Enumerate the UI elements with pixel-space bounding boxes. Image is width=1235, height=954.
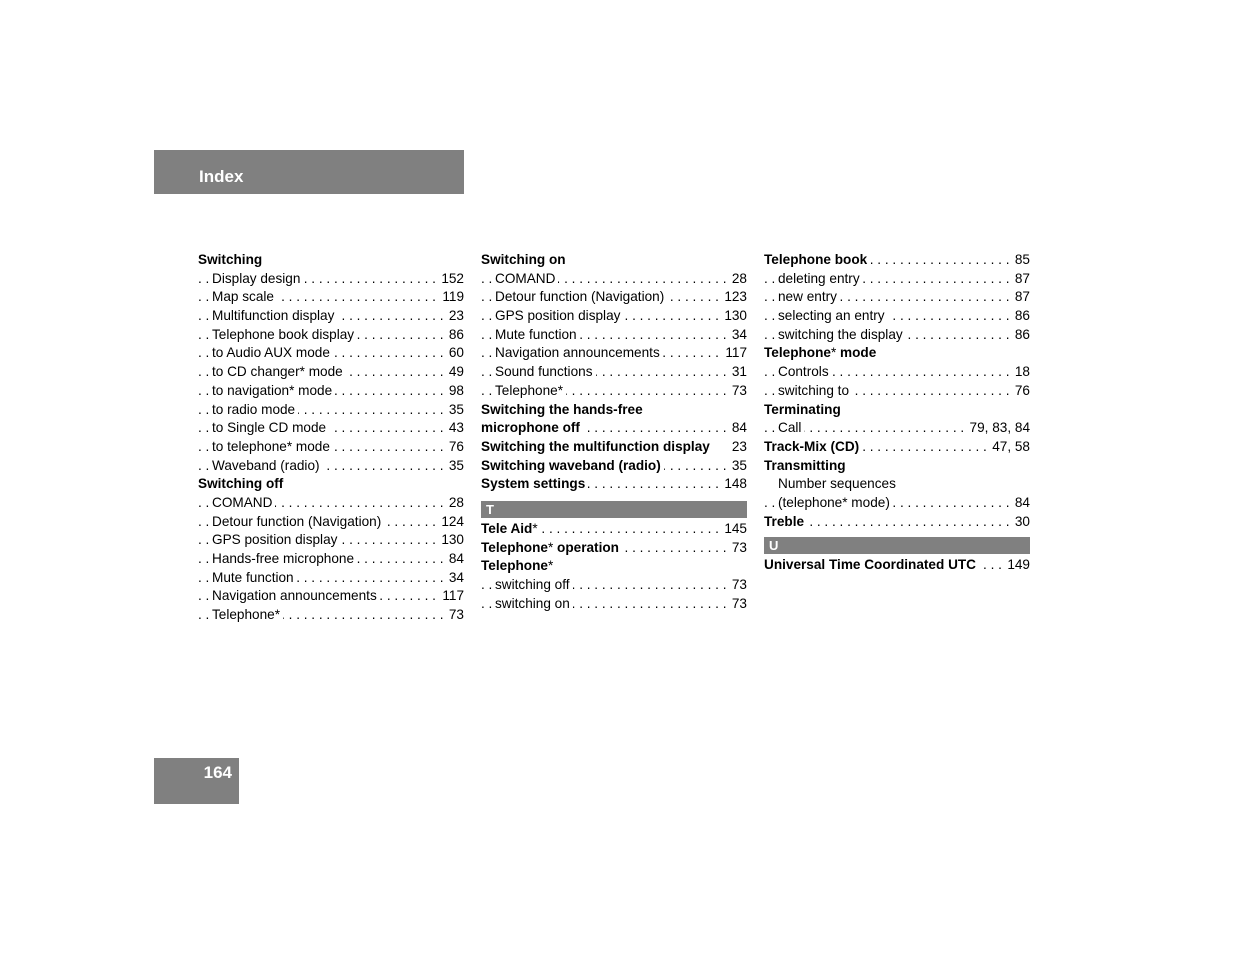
- page-title: Index: [199, 167, 244, 186]
- page-reference: 117: [722, 344, 747, 363]
- entry-term: Detour function (Navigation): [495, 289, 667, 304]
- index-entry-main: [481, 438, 747, 457]
- entry-term: to navigation* mode: [212, 383, 335, 398]
- page-reference: 60: [446, 344, 464, 363]
- index-subentry: [481, 363, 747, 382]
- page-reference: 76: [446, 438, 464, 457]
- page-reference: 117: [439, 587, 464, 606]
- entry-term: deleting entry: [778, 271, 863, 286]
- index-subentry: [481, 270, 747, 289]
- index-column-1: [198, 251, 464, 625]
- index-subentry: [481, 326, 747, 345]
- page-reference: 18: [1012, 363, 1030, 382]
- index-entry-main: [764, 251, 1030, 270]
- index-subentry: [198, 419, 464, 438]
- entry-term: Terminating: [764, 402, 844, 417]
- page-reference: 87: [1012, 288, 1030, 307]
- page-reference: 130: [721, 307, 747, 326]
- entry-term: COMAND: [212, 495, 275, 510]
- entry-term: switching the display: [778, 327, 906, 342]
- entry-term: Transmitting: [764, 458, 849, 473]
- index-subentry: [481, 288, 747, 307]
- entry-term: selecting an entry: [778, 308, 888, 323]
- index-subentry: [481, 382, 747, 401]
- index-subentry: [764, 494, 1030, 513]
- index-subentry: [198, 606, 464, 625]
- index-column-2: [481, 251, 747, 613]
- index-subentry: [198, 587, 464, 606]
- index-subentry: [198, 494, 464, 513]
- entry-term: to Audio AUX mode: [212, 345, 333, 360]
- index-entry-main: [481, 539, 747, 558]
- entry-term: Navigation announcements: [495, 345, 663, 360]
- entry-term: Number sequences: [778, 476, 899, 491]
- entry-term: Hands-free microphone: [212, 551, 357, 566]
- entry-term: Switching waveband (radio): [481, 458, 664, 473]
- entry-term: Switching the multifunction display: [481, 439, 713, 454]
- page-reference: 31: [729, 363, 747, 382]
- index-heading: [481, 401, 747, 420]
- page-reference: 73: [729, 595, 747, 614]
- entry-term: Sound functions: [495, 364, 596, 379]
- page-reference: 148: [721, 475, 747, 494]
- page-reference: 30: [1012, 513, 1030, 532]
- page-reference: 119: [439, 288, 464, 307]
- entry-term: to Single CD mode: [212, 420, 329, 435]
- page-reference: 34: [729, 326, 747, 345]
- page-reference: 23: [729, 438, 747, 457]
- entry-term: Telephone*: [212, 607, 283, 622]
- page-number: 164: [203, 763, 232, 782]
- page-reference: 47, 58: [989, 438, 1030, 457]
- page-reference: 86: [1012, 307, 1030, 326]
- index-heading: [481, 251, 747, 270]
- index-entry-main: [481, 419, 747, 438]
- page-reference: 73: [729, 539, 747, 558]
- index-heading: [198, 251, 464, 270]
- index-subentry: [198, 457, 464, 476]
- page-reference: 86: [446, 326, 464, 345]
- page-reference: 28: [729, 270, 747, 289]
- entry-term: Telephone book display: [212, 327, 357, 342]
- index-subentry: [198, 382, 464, 401]
- entry-term: Telephone*: [495, 383, 566, 398]
- entry-term: Controls: [778, 364, 832, 379]
- index-column-3: [764, 251, 1030, 575]
- index-subentry: [764, 419, 1030, 438]
- index-subentry: [198, 438, 464, 457]
- entry-term: to CD changer* mode: [212, 364, 346, 379]
- page-reference: 76: [1012, 382, 1030, 401]
- entry-term: Map scale: [212, 289, 277, 304]
- page-reference: 85: [1012, 251, 1030, 270]
- entry-term: switching to: [778, 383, 852, 398]
- index-subentry: [198, 363, 464, 382]
- index-entry-main: [764, 438, 1030, 457]
- entry-term: microphone off: [481, 420, 583, 435]
- index-entry-main: [764, 513, 1030, 532]
- index-subentry: [764, 363, 1030, 382]
- page-reference: 73: [729, 576, 747, 595]
- entry-term: Switching off: [198, 476, 286, 491]
- index-subentry: [198, 270, 464, 289]
- page-reference: 87: [1012, 270, 1030, 289]
- index-subentry: [198, 307, 464, 326]
- page-reference: 43: [446, 419, 464, 438]
- page-reference: 152: [438, 270, 464, 289]
- index-subentry: [764, 475, 1030, 494]
- entry-term: Telephone*: [481, 558, 556, 573]
- entry-term: Multifunction display: [212, 308, 337, 323]
- entry-term: GPS position display: [212, 532, 340, 547]
- entry-term: Universal Time Coordinated UTC: [764, 557, 979, 572]
- entry-term: switching on: [495, 596, 573, 611]
- page-reference: 35: [729, 457, 747, 476]
- page-reference: 149: [1004, 556, 1030, 575]
- index-subentry: [481, 595, 747, 614]
- entry-term: to telephone* mode: [212, 439, 333, 454]
- index-subentry: [198, 401, 464, 420]
- index-subentry: [481, 576, 747, 595]
- index-subentry: [198, 326, 464, 345]
- page-reference: 79, 83, 84: [967, 419, 1030, 438]
- entry-term: Telephone book: [764, 252, 870, 267]
- index-entry-main: [481, 457, 747, 476]
- page-number-tab: [154, 758, 239, 804]
- index-heading: [764, 457, 1030, 476]
- page-reference: 35: [446, 457, 464, 476]
- letter-heading-t: T: [481, 501, 747, 518]
- page-reference: 49: [446, 363, 464, 382]
- entry-term: Waveband (radio): [212, 458, 323, 473]
- index-subentry: [198, 344, 464, 363]
- page-reference: 84: [446, 550, 464, 569]
- index-heading: [764, 401, 1030, 420]
- page-reference: 34: [446, 569, 464, 588]
- page-reference: 84: [1012, 494, 1030, 513]
- entry-term: Switching on: [481, 252, 569, 267]
- entry-term: switching off: [495, 577, 573, 592]
- entry-term: GPS position display: [495, 308, 623, 323]
- index-entry-main: [481, 475, 747, 494]
- entry-term: Call: [778, 420, 804, 435]
- index-subentry: [481, 344, 747, 363]
- page-reference: 28: [446, 494, 464, 513]
- entry-term: to radio mode: [212, 402, 298, 417]
- page-reference: 86: [1012, 326, 1030, 345]
- letter-heading-u: U: [764, 537, 1030, 554]
- page-reference: 23: [446, 307, 464, 326]
- entry-term: Telephone* operation: [481, 540, 622, 555]
- entry-term: System settings: [481, 476, 588, 491]
- index-subentry: [481, 307, 747, 326]
- entry-term: Detour function (Navigation): [212, 514, 384, 529]
- entry-term: Mute function: [495, 327, 580, 342]
- entry-term: Switching the hands-free: [481, 402, 646, 417]
- index-subentry: [198, 513, 464, 532]
- entry-term: new entry: [778, 289, 840, 304]
- index-subentry: [764, 382, 1030, 401]
- entry-term: Treble: [764, 514, 807, 529]
- page-reference: 98: [446, 382, 464, 401]
- index-subentry: [764, 270, 1030, 289]
- index-subentry: [198, 531, 464, 550]
- entry-term: Track-Mix (CD): [764, 439, 862, 454]
- entry-term: (telephone* mode): [778, 495, 893, 510]
- page-reference: 130: [438, 531, 464, 550]
- index-subentry: [764, 326, 1030, 345]
- header-bar: [154, 150, 464, 194]
- entry-term: Tele Aid*: [481, 521, 541, 536]
- entry-term: Navigation announcements: [212, 588, 380, 603]
- page-reference: 35: [446, 401, 464, 420]
- index-heading: [764, 344, 1030, 363]
- index-subentry: [764, 288, 1030, 307]
- entry-term: COMAND: [495, 271, 558, 286]
- index-heading: [198, 475, 464, 494]
- page-reference: 73: [446, 606, 464, 625]
- index-subentry: [198, 550, 464, 569]
- entry-term: Switching: [198, 252, 265, 267]
- page-reference: 124: [438, 513, 464, 532]
- entry-term: Telephone* mode: [764, 345, 879, 360]
- entry-term: Display design: [212, 271, 303, 286]
- page-reference: 145: [721, 520, 747, 539]
- page-reference: 73: [729, 382, 747, 401]
- entry-term: Mute function: [212, 570, 297, 585]
- index-subentry: [198, 569, 464, 588]
- index-subentry: [764, 307, 1030, 326]
- index-entry-main: [481, 520, 747, 539]
- index-heading: [481, 557, 747, 576]
- page-reference: 123: [721, 288, 747, 307]
- page-reference: 84: [729, 419, 747, 438]
- index-entry-main: [764, 556, 1030, 575]
- index-subentry: [198, 288, 464, 307]
